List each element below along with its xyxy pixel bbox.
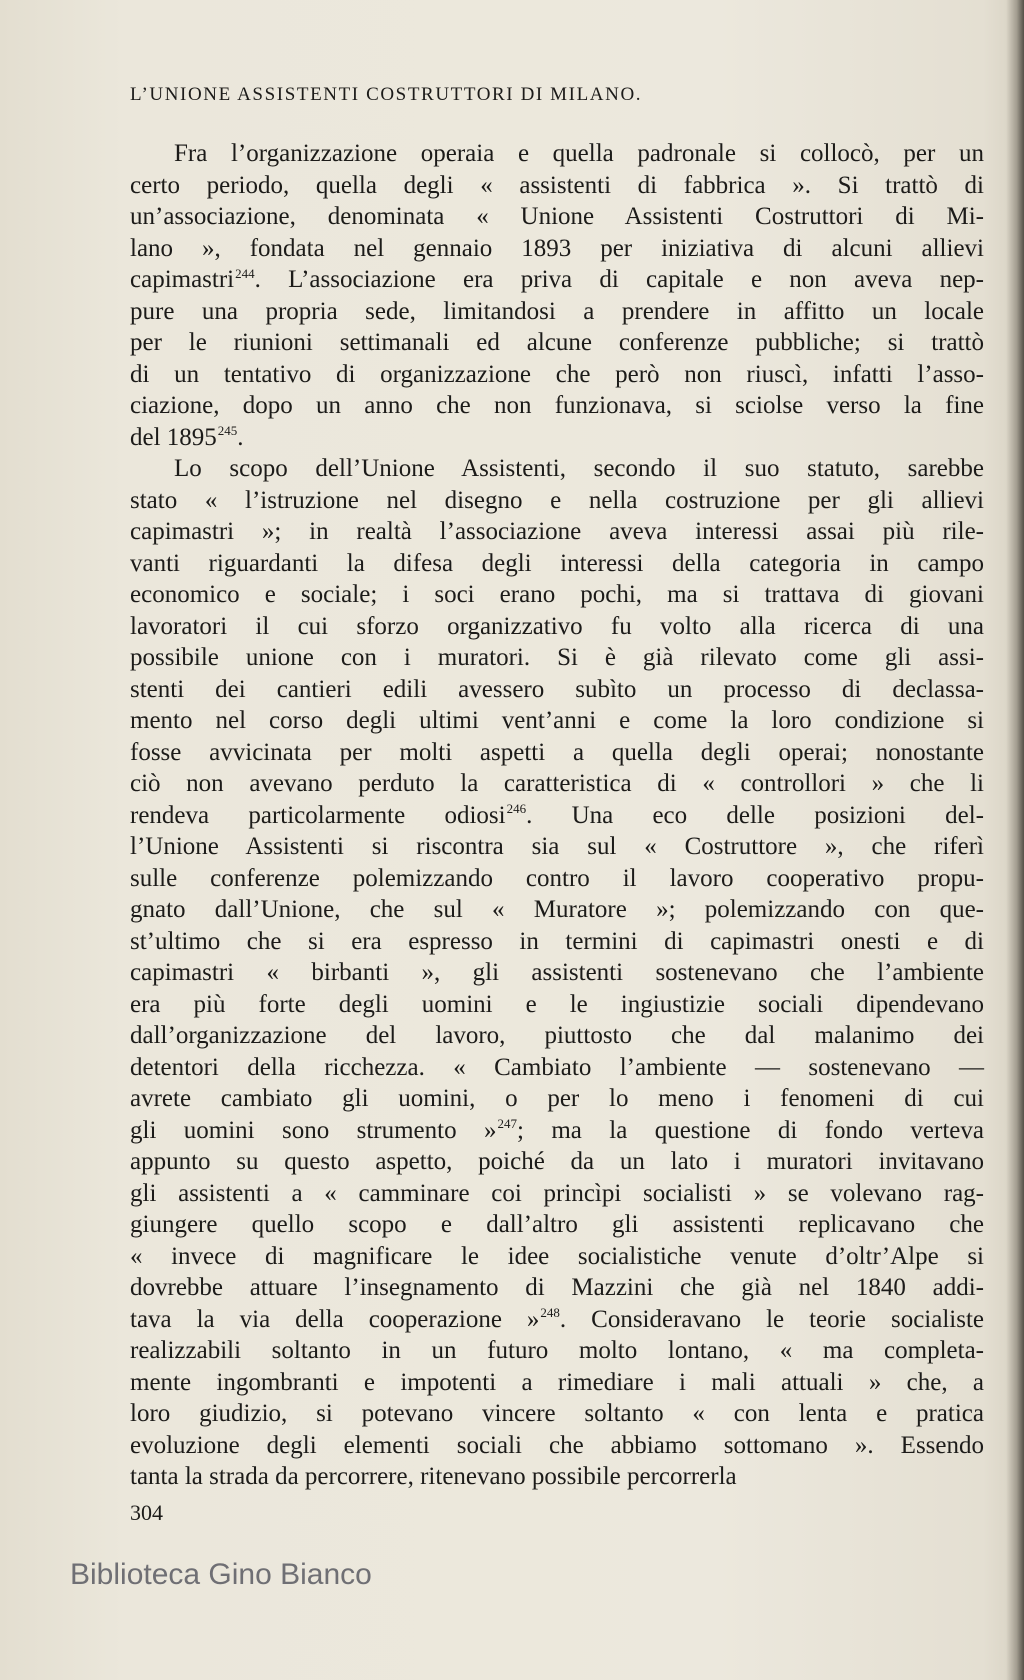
text-segment: st’ultimo che si era espresso in termini di capimastri onesti e di [130, 927, 984, 955]
text-line [130, 201, 984, 233]
text-line [130, 1304, 984, 1336]
footnote-reference[interactable]: 247 [497, 1116, 517, 1132]
text-segment: certo periodo, quella degli « assistenti di fabbrica ». Si trattò di [130, 171, 984, 199]
text-line [130, 264, 984, 296]
text-segment: economico e sociale; i soci erano pochi, ma si trattava di giovani [130, 581, 984, 608]
text-segment: ciò non avevano perduto la caratteristica di « controllori » che li [130, 770, 984, 797]
text-line [130, 1209, 984, 1241]
text-segment: capimastri »; in realtà l’associazione aveva interessi assai più rile- [130, 518, 984, 545]
text-line [130, 1083, 984, 1115]
text-segment: . Una eco delle posizioni del- [526, 801, 984, 829]
text-line [130, 1178, 984, 1210]
footnote-reference[interactable]: 246 [506, 801, 527, 817]
text-line [130, 894, 984, 926]
text-line [130, 1020, 984, 1052]
text-segment: detentori della ricchezza. « Cambiato l’ambiente — sostenevano — [130, 1053, 984, 1081]
text-segment: . [237, 423, 244, 451]
text-segment: del 1895 [130, 423, 217, 451]
text-segment: per le riunioni settimanali ed alcune conferenze pubbliche; si trattò [130, 329, 984, 356]
text-line [130, 1461, 984, 1493]
text-segment: loro giudizio, si potevano vincere soltanto « con lenta e pratica [130, 1400, 984, 1427]
text-line [130, 453, 984, 485]
text-line [130, 1052, 984, 1084]
text-segment: mento nel corso degli ultimi vent’anni e come la loro condizione si [130, 707, 984, 734]
text-line [130, 390, 984, 422]
text-line [130, 957, 984, 989]
text-segment: evoluzione degli elementi sociali che abbiamo sottomano ». Essendo [130, 1431, 984, 1459]
footnote-reference[interactable]: 248 [540, 1305, 560, 1321]
text-line [130, 327, 984, 359]
text-segment: l’Unione Assistenti si riscontra sia sul « Costruttore », che riferì [130, 833, 984, 860]
text-line [130, 768, 984, 800]
text-segment: capimastri [130, 266, 235, 293]
text-line [130, 579, 984, 611]
text-line [130, 1398, 984, 1430]
text-line [130, 233, 984, 265]
text-line [130, 359, 984, 391]
text-segment: un’associazione, denominata « Unione Assistenti Costruttori di Mi- [130, 203, 984, 230]
body-text [130, 138, 984, 1493]
text-segment: fosse avvicinata per molti aspetti a quella degli operai; nonostante [130, 738, 984, 766]
text-segment: mente ingombranti e impotenti a rimediare i mali attuali » che, a [130, 1368, 984, 1396]
text-line [130, 737, 984, 769]
text-segment: era più forte degli uomini e le ingiustizie sociali dipendevano [130, 990, 984, 1018]
text-segment: vanti riguardanti la difesa degli interessi della categoria in campo [130, 549, 984, 577]
text-line [130, 831, 984, 863]
text-segment: lavoratori il cui sforzo organizzativo fu volto alla ricerca di una [130, 612, 984, 640]
text-segment: dall’organizzazione del lavoro, piuttosto che dal malanimo dei [130, 1022, 984, 1049]
text-segment: dovrebbe attuare l’insegnamento di Mazzini che già nel 1840 addi- [130, 1274, 984, 1301]
text-line [130, 926, 984, 958]
text-segment: lano », fondata nel gennaio 1893 per iniziativa di alcuni allievi [130, 234, 984, 262]
text-segment: stenti dei cantieri edili avessero subìto un processo di declassa- [130, 675, 984, 703]
text-line [130, 296, 984, 328]
text-segment: di un tentativo di organizzazione che però non riuscì, infatti l’asso- [130, 360, 984, 388]
text-segment: sulle conferenze polemizzando contro il lavoro cooperativo propu- [130, 864, 984, 892]
text-segment: pure una propria sede, limitandosi a prendere in affitto un locale [130, 297, 984, 325]
text-segment: « invece di magnificare le idee socialistiche venute d’oltr’Alpe si [130, 1242, 984, 1270]
text-segment: realizzabili soltanto in un futuro molto lontano, « ma completa- [130, 1337, 984, 1364]
text-line [130, 1430, 984, 1462]
page-edge-shadow [1006, 0, 1024, 1680]
text-line [130, 705, 984, 737]
text-segment: avrete cambiato gli uomini, o per lo meno i fenomeni di cui [130, 1085, 984, 1112]
text-line [130, 642, 984, 674]
text-line [130, 863, 984, 895]
text-line [130, 1115, 984, 1147]
text-line [130, 548, 984, 580]
text-line [130, 611, 984, 643]
text-segment: capimastri « birbanti », gli assistenti sostenevano che l’ambiente [130, 959, 984, 986]
text-line [130, 800, 984, 832]
text-segment: Fra l’organizzazione operaia e quella padronale si collocò, per un [174, 140, 984, 167]
text-line [130, 1367, 984, 1399]
text-segment: . Consideravano le teorie socialiste [559, 1305, 984, 1333]
text-segment: tava la via della cooperazione » [130, 1305, 540, 1333]
text-line [130, 674, 984, 706]
text-segment: Lo scopo dell’Unione Assistenti, secondo il suo statuto, sarebbe [174, 455, 984, 482]
text-line [130, 1272, 984, 1304]
text-segment: stato « l’istruzione nel disegno e nella costruzione per gli allievi [130, 486, 984, 514]
text-segment: appunto su questo aspetto, poiché da un lato i muratori invitavano [130, 1148, 984, 1175]
text-line [130, 422, 984, 454]
text-line [130, 485, 984, 517]
text-segment: possibile unione con i muratori. Si è già rilevato come gli assi- [130, 644, 984, 671]
text-segment: tanta la strada da percorrere, ritenevano possibile percorrerla [130, 1463, 737, 1490]
library-watermark: Biblioteca Gino Bianco [70, 1558, 372, 1591]
text-line [130, 138, 984, 170]
text-line [130, 1241, 984, 1273]
text-segment: giungere quello scopo e dall’altro gli assistenti replicavano che [130, 1211, 984, 1238]
text-segment: ciazione, dopo un anno che non funzionava, si sciolse verso la fine [130, 392, 984, 419]
footnote-reference[interactable]: 245 [217, 423, 238, 439]
page-number: 304 [130, 1500, 163, 1525]
text-segment: gli assistenti a « camminare coi princìpi socialisti » se volevano rag- [130, 1179, 984, 1207]
text-line [130, 989, 984, 1021]
text-segment: gli uomini sono strumento » [130, 1116, 497, 1144]
running-head: L’UNIONE ASSISTENTI COSTRUTTORI DI MILANO. [130, 84, 643, 105]
text-segment: rendeva particolarmente odiosi [130, 801, 506, 829]
footnote-reference[interactable]: 244 [235, 265, 255, 281]
text-segment: ; ma la questione di fondo verteva [517, 1116, 984, 1144]
text-line [130, 170, 984, 202]
text-segment: . L’associazione era priva di capitale e non aveva nep- [254, 266, 984, 293]
text-line [130, 1146, 984, 1178]
text-line [130, 516, 984, 548]
text-line [130, 1335, 984, 1367]
text-segment: gnato dall’Unione, che sul « Muratore »; polemizzando con que- [130, 896, 984, 923]
